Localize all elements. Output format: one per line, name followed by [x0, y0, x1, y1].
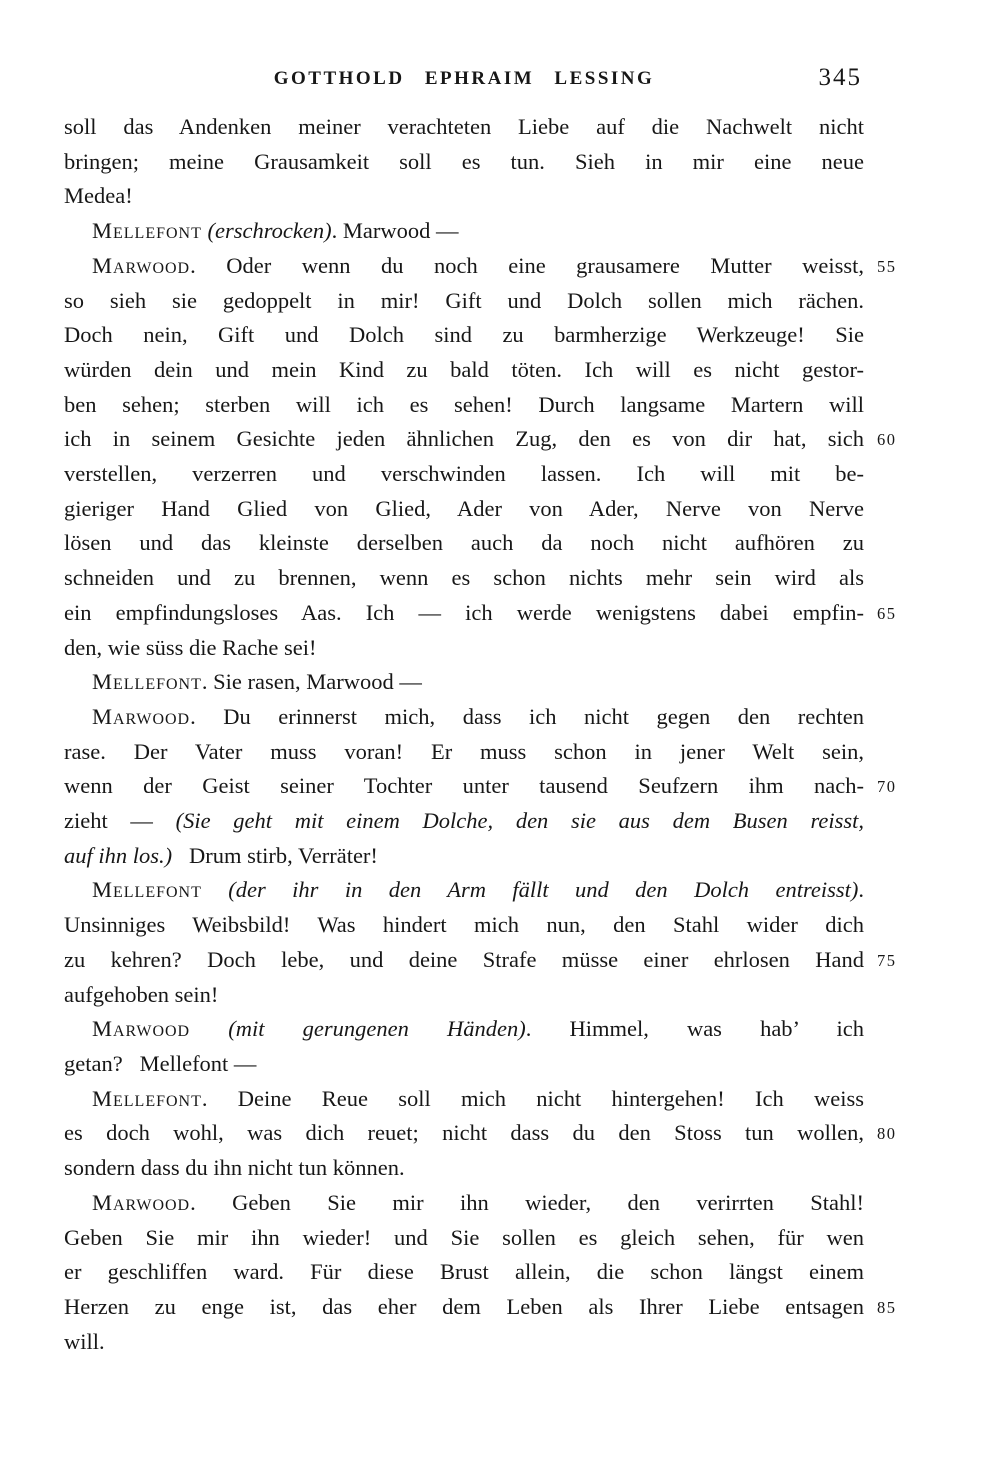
text-line [64, 492, 864, 527]
text-line [64, 631, 864, 666]
text-segment: Medea! [64, 183, 133, 209]
text-segment: den, wie süss die Rache sei! [64, 634, 317, 660]
text-segment: Drum stirb, Verräter! [172, 842, 378, 868]
text-segment: ein empfindungsloses Aas. Ich — ich werde wenigstens dabei empfin- [64, 599, 864, 625]
text-line [64, 1116, 897, 1151]
stage-direction: auf ihn los.) [64, 842, 173, 868]
text-segment: getan? Mellefont — [64, 1050, 257, 1076]
running-title: GOTTHOLD EPHRAIM LESSING [273, 68, 655, 89]
text-segment: ich in seinem Gesichte jeden ähnlichen Zug, den es von dir hat, sich [64, 426, 864, 452]
text-segment: . [858, 877, 864, 903]
text-segment: Doch nein, Gift und Dolch sind zu barmherzige Werkzeuge! Sie [64, 322, 864, 348]
text-segment: . Sie rasen, Marwood — [201, 669, 422, 695]
speaker-name: Mellefont [92, 669, 202, 695]
page-number: 345 [818, 64, 862, 91]
text-line [64, 665, 864, 700]
text-line [64, 1255, 864, 1290]
text-segment: . Deine Reue soll mich nicht hintergehen! Ich weiss [201, 1085, 864, 1111]
margin-line-number: 75 [877, 950, 897, 970]
text-segment: aufgehoben sein! [64, 981, 219, 1007]
page-header [64, 64, 864, 96]
text-line [64, 284, 864, 319]
stage-direction: (der ihr in den Arm fällt und den Dolch entreisst) [201, 877, 859, 903]
margin-line-number: 80 [877, 1124, 897, 1144]
text-segment: Unsinniges Weibsbild! Was hindert mich nun, den Stahl wider dich [64, 912, 864, 938]
text-segment: . Geben Sie mir ihn wieder, den verirrten Stahl! [190, 1189, 864, 1215]
text-line [64, 596, 897, 631]
text-segment: er geschliffen ward. Für diese Brust allein, die schon längst einem [64, 1259, 864, 1285]
text-line [64, 1290, 897, 1325]
text-segment: wenn der Geist seiner Tochter unter tausend Seufzern ihm nach- [64, 773, 864, 799]
margin-line-number: 60 [877, 430, 897, 450]
text-line [64, 735, 864, 770]
text-line [64, 978, 864, 1013]
speaker-name: Marwood [92, 703, 191, 729]
text-segment: zieht — [64, 808, 176, 834]
speaker-name: Mellefont [92, 1085, 202, 1111]
text-segment: schneiden und zu brennen, wenn es schon nichts mehr sein wird als [64, 565, 864, 591]
text-segment: gieriger Hand Glied von Glied, Ader von Ader, Nerve von Nerve [64, 495, 864, 521]
text-line [64, 1012, 864, 1047]
text-line [64, 214, 864, 249]
margin-line-number: 55 [877, 256, 897, 276]
text-line [64, 873, 864, 908]
text-segment: . Du erinnerst mich, dass ich nicht gegen den rechten [190, 703, 864, 729]
text-segment: verstellen, verzerren und verschwinden lassen. Ich will mit be- [64, 461, 864, 487]
text-segment: lösen und das kleinste derselben auch da noch nicht aufhören zu [64, 530, 864, 556]
text-segment: rase. Der Vater muss voran! Er muss schon in jener Welt sein, [64, 738, 864, 764]
stage-direction: (Sie geht mit einem Dolche, den sie aus dem Busen reisst, [175, 808, 865, 834]
text-segment: will. [64, 1328, 105, 1354]
speaker-name: Marwood [92, 1189, 191, 1215]
text-line [64, 839, 864, 874]
text-line [64, 1325, 864, 1360]
text-segment: Geben Sie mir ihn wieder! und Sie sollen es gleich sehen, für wen [64, 1224, 864, 1250]
margin-line-number: 65 [877, 603, 897, 623]
speaker-name: Mellefont [92, 877, 202, 903]
margin-line-number: 85 [877, 1297, 897, 1317]
text-line [64, 249, 897, 284]
text-segment: würden dein und mein Kind zu bald töten. Ich will es nicht gestor- [64, 356, 864, 382]
text-segment: soll das Andenken meiner verachteten Liebe auf die Nachwelt nicht [64, 114, 864, 139]
text-line [64, 1082, 864, 1117]
text-line [64, 179, 864, 214]
text-line [64, 1047, 864, 1082]
text-line [64, 526, 864, 561]
stage-direction: (mit gerungenen Händen) [190, 1016, 526, 1042]
text-body [64, 110, 897, 1359]
text-line [64, 804, 864, 839]
text-segment: sondern dass du ihn nicht tun können. [64, 1155, 405, 1181]
text-line [64, 561, 864, 596]
text-line [64, 422, 897, 457]
margin-line-number: 70 [877, 777, 897, 797]
text-segment: ben sehen; sterben will ich es sehen! Durch langsame Martern will [64, 391, 864, 417]
text-line [64, 110, 864, 145]
text-segment: . Oder wenn du noch eine grausamere Mutter weisst, [190, 252, 864, 278]
text-segment: es doch wohl, was dich reuet; nicht dass du den Stoss tun wollen, [64, 1120, 864, 1146]
text-line [64, 908, 864, 943]
text-segment: . Himmel, was hab’ ich [525, 1016, 864, 1042]
text-line [64, 388, 864, 423]
text-segment: so sieh sie gedoppelt in mir! Gift und Dolch sollen mich rächen. [64, 287, 864, 313]
text-line [64, 700, 864, 735]
text-line [64, 145, 864, 180]
text-segment: zu kehren? Doch lebe, und deine Strafe müsse einer ehrlosen Hand [64, 946, 864, 972]
text-line [64, 943, 897, 978]
speaker-name: Marwood [92, 252, 191, 278]
text-line [64, 457, 864, 492]
stage-direction: (erschrocken) [201, 218, 332, 244]
text-line [64, 353, 864, 388]
text-line [64, 769, 897, 804]
text-segment: bringen; meine Grausamkeit soll es tun. Sieh in mir eine neue [64, 148, 864, 174]
text-line [64, 1221, 864, 1256]
text-segment: . Marwood — [331, 218, 459, 244]
text-line [64, 1186, 864, 1221]
speaker-name: Marwood [92, 1016, 191, 1042]
text-line [64, 318, 864, 353]
speaker-name: Mellefont [92, 218, 202, 244]
text-segment: Herzen zu enge ist, das eher dem Leben als Ihrer Liebe entsagen [64, 1293, 864, 1319]
text-line [64, 1151, 864, 1186]
